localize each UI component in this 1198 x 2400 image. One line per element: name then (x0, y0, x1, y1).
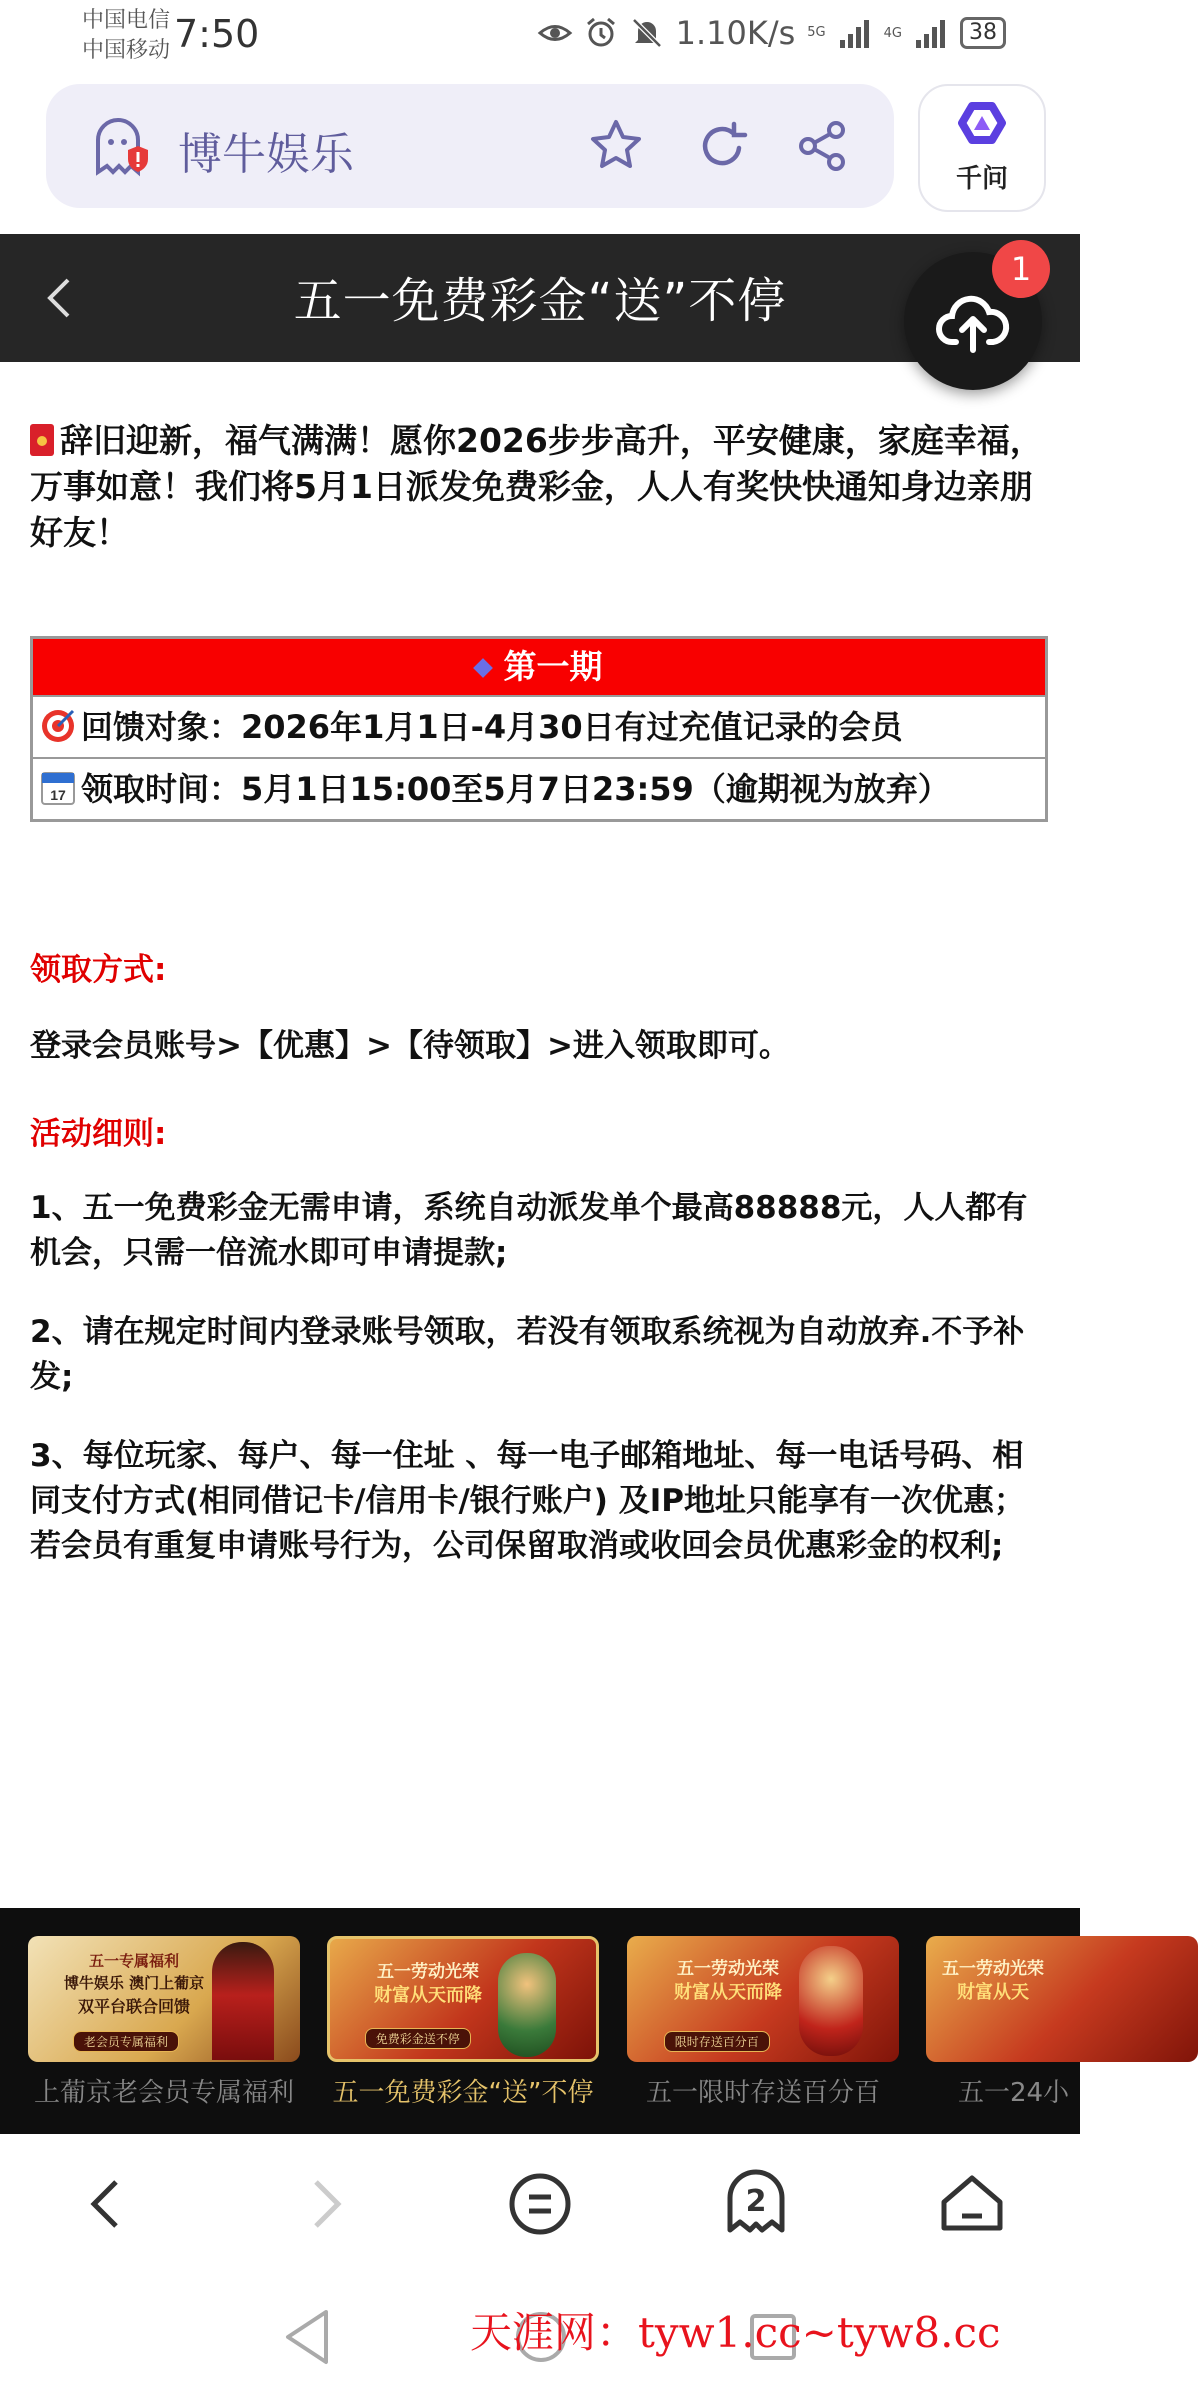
thumb-line: 财富从天 (957, 1982, 1029, 2003)
tabs-count-button[interactable] (720, 2168, 792, 2240)
menu-icon[interactable] (504, 2168, 576, 2240)
ghost-shield-icon[interactable] (88, 114, 152, 178)
browser-nav-bar (0, 2134, 1080, 2274)
sys-back-icon[interactable] (282, 2308, 332, 2366)
rule-item: 3、每位玩家、每户、每一住址 、每一电子邮箱地址、每一电话号码、相同支付方式(相同借记卡/信用卡/银行账户) 及IP地址只能享有一次优惠；若会员有重复申请账号行为，公司保留取消或收回会员优惠彩金的权利; (30, 1438, 1026, 1564)
row-text: 回馈对象：2026年1月1日-4月30日有过充值记录的会员 (81, 708, 903, 746)
tabs-count: 2 (745, 2184, 767, 2219)
tab-label: 五一免费彩金“送”不停 (332, 2078, 594, 2108)
refresh-icon[interactable] (692, 116, 752, 176)
tab-label: 五一限时存送百分百 (645, 2078, 880, 2108)
carrier-2: 中国移动 (82, 38, 171, 63)
thumb-line: 博牛娱乐 澳门上葡京 (63, 1974, 205, 1992)
carrier-1: 中国电信 (82, 8, 171, 33)
tab-label: 五一24小 (958, 2078, 1070, 2108)
signal-icon (838, 16, 872, 50)
promo-tab-strip (0, 1908, 1080, 2134)
status-icons (538, 14, 1006, 52)
thumb-line: 财富从天而降 (674, 1982, 782, 2003)
thumb-line: 财富从天而降 (374, 1985, 482, 2006)
address-bar[interactable] (46, 84, 894, 208)
thumb-pill: 免费彩金送不停 (365, 2028, 471, 2049)
notification-badge: 1 (992, 240, 1050, 298)
qianwen-label: 千问 (955, 164, 1008, 194)
promo-tab[interactable] (926, 1936, 1070, 2109)
battery-icon: 38 (960, 17, 1006, 49)
diamond-icon (473, 658, 493, 678)
period-table (30, 636, 1048, 822)
table-row (33, 697, 1045, 759)
page-title: 五一免费彩金“送”不停 (293, 273, 787, 329)
intro-text: 辞旧迎新，福气满满！愿你2026步步高升，平安健康，家庭幸福，万事如意！我们将5月1日派发免费彩金，人人有奖快快通知身边亲朋好友！ (30, 421, 1043, 552)
tab-label: 上葡京老会员专属福利 (33, 2078, 294, 2108)
back-arrow-icon[interactable] (72, 2168, 144, 2240)
qianwen-button[interactable] (918, 84, 1046, 212)
eye-icon (538, 16, 572, 50)
thumb-pill: 老会员专属福利 (73, 2031, 179, 2052)
cloud-upload-icon (936, 286, 1010, 356)
promo-thumbnail (926, 1936, 1198, 2062)
calendar-icon (39, 769, 77, 807)
thumb-line: 五一专属福利 (88, 1952, 179, 1970)
table-header (33, 639, 1045, 697)
rule-item: 1、五一免费彩金无需申请，系统自动派发单个最高88888元，人人都有机会，只需一倍流水即可申请提款; (30, 1190, 1028, 1271)
status-bar (0, 0, 1080, 76)
share-icon[interactable] (792, 116, 852, 176)
network-type-1: 5G (807, 25, 826, 40)
article-content (30, 418, 1050, 556)
network-speed: 1.10K/s (675, 14, 796, 52)
qianwen-logo-icon (954, 102, 1010, 154)
row-text: 领取时间：5月1日15:00至5月7日23:59（逾期视为放弃） (81, 770, 950, 808)
thumb-pill: 限时存送百分百 (664, 2031, 770, 2052)
red-envelope-icon (30, 424, 54, 456)
clock: 7:50 (174, 12, 260, 56)
target-icon (39, 707, 77, 745)
forward-arrow-icon[interactable] (288, 2168, 360, 2240)
god-of-wealth-figure (498, 1953, 556, 2057)
thumb-line: 双平台联合回馈 (77, 1997, 190, 2016)
rules-heading: 活动细则: (30, 1116, 167, 1152)
mute-bell-icon (630, 16, 664, 50)
watermark: 天涯网：tyw1.cc~tyw8.cc (470, 2308, 1001, 2357)
carrier-info (82, 6, 170, 66)
table-header-text: 第一期 (503, 647, 603, 686)
site-name[interactable]: 博牛娱乐 (178, 129, 354, 180)
thumb-line: 五一劳动光荣 (677, 1959, 779, 1979)
table-row (33, 759, 1045, 819)
intro-paragraph (30, 418, 1050, 556)
thumb-line: 五一劳动光荣 (377, 1962, 479, 1982)
svg-text:17: 17 (50, 787, 66, 803)
method-heading: 领取方式: (30, 952, 167, 988)
alarm-icon (584, 16, 618, 50)
method-text: 登录会员账号>【优惠】>【待领取】>进入领取即可。 (30, 1028, 790, 1064)
network-type-2: 4G (883, 25, 902, 41)
thumb-line: 五一劳动光荣 (942, 1959, 1044, 1979)
rule-item: 2、请在规定时间内登录账号领取，若没有领取系统视为自动放弃.不予补发; (30, 1314, 1025, 1395)
signal-icon-2 (914, 16, 948, 50)
home-icon[interactable] (936, 2168, 1008, 2240)
star-icon[interactable] (586, 116, 646, 176)
